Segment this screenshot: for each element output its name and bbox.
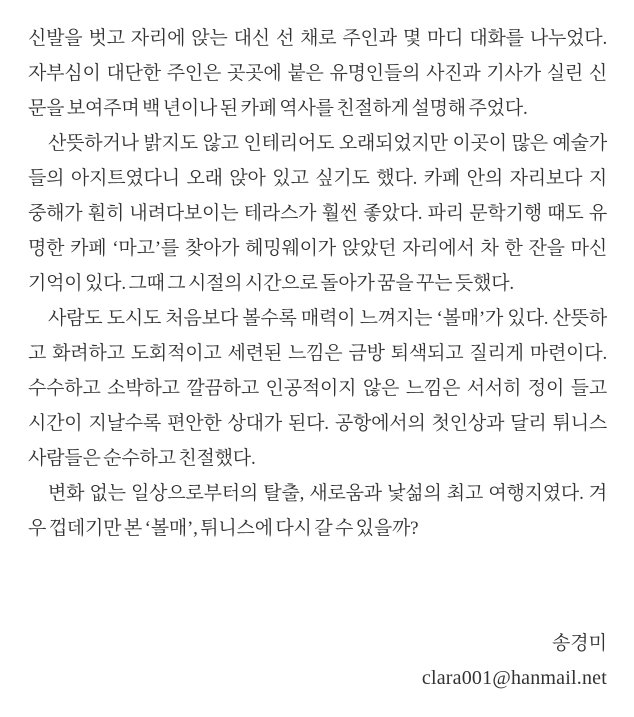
text-line: 고 화려하고 도회적이고 세련된 느낌은 금방 퇴색되고 질리게 마련이다.	[28, 343, 607, 364]
text-line: 자부심이 대단한 주인은 곳곳에 붙은 유명인들의 사진과 기사가 실린 신	[28, 63, 607, 84]
text-line: 사람도 도시도 처음보다 볼수록 매력이 느껴지는 ‘볼매’가 있다. 산뜻하	[48, 308, 607, 329]
text-line: 우 껍데기만 본 ‘볼매’, 튀니스에 다시 갈 수 있을까?	[28, 518, 419, 539]
text-line: 사람들은 순수하고 친절했다.	[28, 448, 256, 469]
signature-block	[28, 626, 607, 696]
text-line: 중해가 훤히 내려다보이는 테라스가 훨씬 좋았다. 파리 문학기행 때도 유	[28, 203, 607, 224]
author-email: clara001@hanmail.net	[421, 667, 607, 689]
text-line: 변화 없는 일상으로부터의 탈출, 새로움과 낯섦의 최고 여행지였다. 겨	[48, 483, 607, 504]
text-line: 산뜻하거나 밝지도 않고 인테리어도 오래되었지만 이곳이 많은 예술가	[48, 133, 607, 154]
text-line: 들의 아지트였다니 오래 앉아 있고 싶기도 했다. 카페 안의 자리보다 지	[28, 168, 607, 189]
text-line: 신발을 벗고 자리에 앉는 대신 선 채로 주인과 몇 마디 대화를 나누었다.	[28, 28, 607, 49]
text-line: 명한 카페 ‘마고’를 찾아가 헤밍웨이가 앉았던 자리에서 차 한 잔을 마신	[28, 238, 607, 259]
text-line: 시간이 지날수록 편안한 상대가 된다. 공항에서의 첫인상과 달리 튀니스	[28, 413, 607, 434]
author-name: 송경미	[551, 633, 607, 654]
text-line: 수수하고 소박하고 깔끔하고 인공적이지 않은 느낌은 서서히 정이 들고	[28, 378, 607, 399]
text-line: 문을 보여주며 백 년이나 된 카페 역사를 친절하게 설명해 주었다.	[28, 98, 528, 119]
text-line: 기억이 있다. 그때 그 시절의 시간으로 돌아가 꿈을 꾸는 듯했다.	[28, 273, 514, 294]
essay-body-text	[28, 21, 607, 546]
